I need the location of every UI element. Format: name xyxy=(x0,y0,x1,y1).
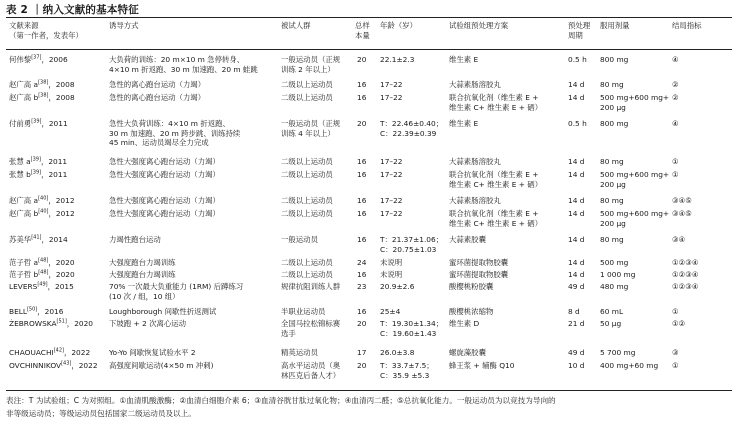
header-sample-size: 总样 本量 xyxy=(355,21,370,40)
cell-dose: 400 mg+60 mg xyxy=(600,361,659,370)
cell-dose: 500 mg+600 mg+ 200 μg xyxy=(600,170,670,189)
cell-source: 赵广高 b[40]，2012 xyxy=(9,208,75,218)
cell-period: 14 d xyxy=(568,80,585,89)
cell-subjects: 二级以上运动员 xyxy=(281,157,333,166)
cell-period: 49 d xyxy=(568,282,585,291)
cell-period: 14 d xyxy=(568,157,585,166)
cell-method: 急性大负荷训练：4×10 m 折返跑、 30 m 加速跑、20 m 跨步跳、训练持续 45 min、运动员竭尽全力完成 xyxy=(109,119,241,148)
cell-sample-size: 16 xyxy=(357,196,367,205)
cell-age: 17–22 xyxy=(380,196,403,205)
cell-sample-size: 16 xyxy=(357,80,367,89)
header-rule xyxy=(6,49,732,50)
cell-method: 急性大强度离心跑台运动（力竭） xyxy=(109,209,220,218)
cell-period: 14 d xyxy=(568,209,585,218)
cell-source: 赵广高 a[40]，2012 xyxy=(9,195,75,205)
cell-outcome: ③④ xyxy=(672,235,686,244)
cell-outcome: ①② xyxy=(672,319,686,328)
cell-source: OVCHINNIKOV[43]，2022 xyxy=(9,360,98,370)
cell-method: Loughborough 间歇性折返测试 xyxy=(109,307,217,316)
table-title: 表 2 ｜纳入文献的基本特征 xyxy=(6,4,139,16)
cell-dose: 480 mg xyxy=(600,282,629,291)
footnote-line: 非等级运动员；等级运动员包括国家二级运动员及以上。 xyxy=(6,408,196,418)
cell-outcome: ①②③④ xyxy=(672,258,699,267)
cell-source: 何伟黎[37]，2006 xyxy=(9,54,68,64)
cell-method: Yo-Yo 间歇恢复试验水平 2 xyxy=(109,348,196,357)
cell-age: 未说明 xyxy=(380,270,403,279)
cell-subjects: 精英运动员 xyxy=(281,348,318,357)
cell-period: 14 d xyxy=(568,258,585,267)
cell-subjects: 二级以上运动员 xyxy=(281,258,333,267)
header-method: 诱导方式 xyxy=(109,21,139,30)
cell-age: 26.0±3.8 xyxy=(380,348,415,357)
cell-subjects: 二级以上运动员 xyxy=(281,80,333,89)
cell-treatment: 大蒜素肠溶胶丸 xyxy=(449,80,501,89)
cell-sample-size: 16 xyxy=(357,93,367,102)
cell-source: BELL[50]，2016 xyxy=(9,306,64,316)
header-period: 预处理 周期 xyxy=(568,21,591,40)
cell-subjects: 二级以上运动员 xyxy=(281,270,333,279)
cell-method: 急性大强度离心跑台运动（力竭） xyxy=(109,170,220,179)
cell-treatment: 蜜环菌提取物胶囊 xyxy=(449,258,509,267)
cell-period: 10 d xyxy=(568,361,585,370)
cell-source: LEVERS[49]，2015 xyxy=(9,281,74,291)
cell-treatment: 大蒜素胶囊 xyxy=(449,235,486,244)
cell-outcome: ④ xyxy=(672,55,679,64)
header-age: 年龄（岁） xyxy=(380,21,417,30)
cell-dose: 5 700 mg xyxy=(600,348,636,357)
cell-sample-size: 16 xyxy=(357,170,367,179)
cell-dose: 80 mg xyxy=(600,80,624,89)
cell-sample-size: 17 xyxy=(357,348,367,357)
cell-subjects: 半职业运动员 xyxy=(281,307,326,316)
cell-outcome: ①②③④ xyxy=(672,270,699,279)
cell-sample-size: 16 xyxy=(357,157,367,166)
cell-treatment: 酸樱桃浓缩物 xyxy=(449,307,494,316)
cell-source: 张慧 a[39]，2011 xyxy=(9,156,68,166)
cell-treatment: 维生素 E xyxy=(449,119,479,128)
cell-sample-size: 16 xyxy=(357,235,367,244)
cell-dose: 800 mg xyxy=(600,55,629,64)
cell-outcome: ④ xyxy=(672,119,679,128)
cell-period: 21 d xyxy=(568,319,585,328)
cell-source: 范子哲 b[48]，2020 xyxy=(9,269,75,279)
cell-age: 22.1±2.3 xyxy=(380,55,415,64)
header-source: 文献来源 （第一作者，发表年） xyxy=(9,21,83,40)
cell-subjects: 二级以上运动员 xyxy=(281,93,333,102)
cell-source: 范子哲 a[48]，2020 xyxy=(9,257,75,267)
cell-dose: 80 mg xyxy=(600,157,624,166)
cell-outcome: ① xyxy=(672,361,679,370)
footnote-line: 表注：T 为试验组；C 为对照组。①血清肌酸激酶；②血清白细胞介素 6；③血清谷胱甘肽过氧化物；④血清丙二醛；⑤总抗氧化能力。一般运动员为以竞技为导向的 xyxy=(6,396,556,405)
cell-dose: 1 000 mg xyxy=(600,270,636,279)
cell-period: 14 d xyxy=(568,170,585,179)
cell-outcome: ③④⑤ xyxy=(672,209,692,218)
cell-sample-size: 20 xyxy=(357,55,367,64)
cell-method: 力竭性跑台运动 xyxy=(109,235,161,244)
cell-treatment: 联合抗氧化剂（维生素 E + 维生素 C+ 维生素 E + 硒） xyxy=(449,93,543,112)
cell-outcome: ③④⑤ xyxy=(672,196,692,205)
cell-subjects: 全国马拉松锦标赛 选手 xyxy=(281,319,341,338)
cell-treatment: 蜂王浆 + 辅酶 Q10 xyxy=(449,361,515,370)
cell-age: 17–22 xyxy=(380,157,403,166)
cell-outcome: ② xyxy=(672,80,679,89)
cell-method: 高强度间歇运动(4×50 m 冲刺) xyxy=(109,361,214,370)
cell-sample-size: 23 xyxy=(357,282,367,291)
cell-age: T：21.37±1.06； C：20.75±1.03 xyxy=(380,235,444,254)
header-subjects: 被试人群 xyxy=(281,21,311,30)
bottom-rule xyxy=(6,390,732,391)
header-treatment: 试验组预处理方案 xyxy=(449,21,509,30)
cell-dose: 80 mg xyxy=(600,196,624,205)
cell-subjects: 一般运动员（正规 训练 2 年以上） xyxy=(281,55,341,74)
cell-age: 17–22 xyxy=(380,209,403,218)
cell-sample-size: 16 xyxy=(357,270,367,279)
top-rule xyxy=(6,17,732,18)
cell-source: 赵广高 a[38]，2008 xyxy=(9,79,75,89)
cell-age: 17–22 xyxy=(380,93,403,102)
cell-method: 急性的离心跑台运动（力竭） xyxy=(109,93,206,102)
cell-period: 14 d xyxy=(568,270,585,279)
cell-age: 未说明 xyxy=(380,258,403,267)
cell-source: ŻEBROWSKA[51]，2020 xyxy=(9,318,93,328)
cell-sample-size: 20 xyxy=(357,119,367,128)
cell-subjects: 二级以上运动员 xyxy=(281,196,333,205)
cell-outcome: ③ xyxy=(672,348,679,357)
cell-sample-size: 20 xyxy=(357,319,367,328)
cell-treatment: 大蒜素肠溶胶丸 xyxy=(449,196,501,205)
cell-period: 14 d xyxy=(568,93,585,102)
cell-dose: 50 μg xyxy=(600,319,622,328)
cell-source: 苏美华[41]，2014 xyxy=(9,234,68,244)
cell-period: 8 d xyxy=(568,307,580,316)
cell-treatment: 蜜环菌提取物胶囊 xyxy=(449,270,509,279)
cell-dose: 500 mg xyxy=(600,258,629,267)
cell-method: 大强度跑台力竭训练 xyxy=(109,258,176,267)
cell-treatment: 维生素 D xyxy=(449,319,480,328)
cell-treatment: 螺旋藻胶囊 xyxy=(449,348,486,357)
cell-treatment: 联合抗氧化剂（维生素 E + 维生素 C+ 维生素 E + 硒） xyxy=(449,170,543,189)
cell-method: 下坡跑 + 2 次离心运动 xyxy=(109,319,187,328)
cell-outcome: ①②③④ xyxy=(672,282,699,291)
cell-subjects: 高水平运动员（奥 林匹克后备人才） xyxy=(281,361,341,380)
cell-age: T：33.7±7.5； C：35.9 ±5.3 xyxy=(380,361,434,380)
header-dose: 服用剂量 xyxy=(600,21,630,30)
cell-sample-size: 20 xyxy=(357,361,367,370)
cell-period: 0.5 h xyxy=(568,119,587,128)
cell-subjects: 二级以上运动员 xyxy=(281,170,333,179)
cell-dose: 500 mg+600 mg+ 200 μg xyxy=(600,93,670,112)
cell-method: 70% 一次最大负重能力 (1RM) 后蹲练习 (10 次 / 组，10 组） xyxy=(109,282,244,301)
cell-source: 张慧 b[39]，2011 xyxy=(9,169,68,179)
cell-treatment: 维生素 E xyxy=(449,55,479,64)
cell-period: 0.5 h xyxy=(568,55,587,64)
cell-period: 49 d xyxy=(568,348,585,357)
cell-dose: 800 mg xyxy=(600,119,629,128)
cell-source: CHAOUACHI[42]，2022 xyxy=(9,347,91,357)
cell-method: 急性的离心跑台运动（力竭） xyxy=(109,80,206,89)
cell-period: 14 d xyxy=(568,196,585,205)
cell-outcome: ② xyxy=(672,93,679,102)
cell-method: 急性大强度离心跑台运动（力竭） xyxy=(109,157,220,166)
cell-outcome: ① xyxy=(672,157,679,166)
cell-method: 急性大强度离心跑台运动（力竭） xyxy=(109,196,220,205)
cell-age: 17–22 xyxy=(380,170,403,179)
cell-age: T：22.46±0.40； C：22.39±0.39 xyxy=(380,119,444,138)
cell-sample-size: 24 xyxy=(357,258,367,267)
cell-age: 25±4 xyxy=(380,307,401,316)
cell-treatment: 联合抗氧化剂（维生素 E + 维生素 C+ 维生素 E + 硒） xyxy=(449,209,543,228)
cell-outcome: ① xyxy=(672,307,679,316)
cell-treatment: 大蒜素肠溶胶丸 xyxy=(449,157,501,166)
cell-age: 17–22 xyxy=(380,80,403,89)
cell-dose: 80 mg xyxy=(600,235,624,244)
cell-method: 大负荷的训练：20 m×10 m 急停转身、 4×10 m 折返跑、30 m 加速跑、20 m 蛙跳 xyxy=(109,55,258,74)
cell-dose: 60 mL xyxy=(600,307,624,316)
cell-period: 14 d xyxy=(568,235,585,244)
cell-subjects: 一般运动员（正规 训练 4 年以上） xyxy=(281,119,341,138)
cell-sample-size: 16 xyxy=(357,307,367,316)
cell-source: 赵广高 b[38]，2008 xyxy=(9,92,75,102)
header-outcome: 结局指标 xyxy=(672,21,702,30)
table-footnote xyxy=(6,395,732,420)
cell-age: T：19.30±1.34； C：19.60±1.43 xyxy=(380,319,444,338)
cell-method: 大强度跑台力竭训练 xyxy=(109,270,176,279)
cell-treatment: 酸樱桃粉胶囊 xyxy=(449,282,494,291)
cell-subjects: 一般运动员 xyxy=(281,235,318,244)
cell-subjects: 二级以上运动员 xyxy=(281,209,333,218)
cell-outcome: ① xyxy=(672,170,679,179)
cell-source: 付前勇[39]，2011 xyxy=(9,118,68,128)
cell-sample-size: 16 xyxy=(357,209,367,218)
cell-subjects: 规律抗阻训练人群 xyxy=(281,282,341,291)
cell-dose: 500 mg+600 mg+ 200 μg xyxy=(600,209,670,228)
cell-age: 20.9±2.6 xyxy=(380,282,415,291)
